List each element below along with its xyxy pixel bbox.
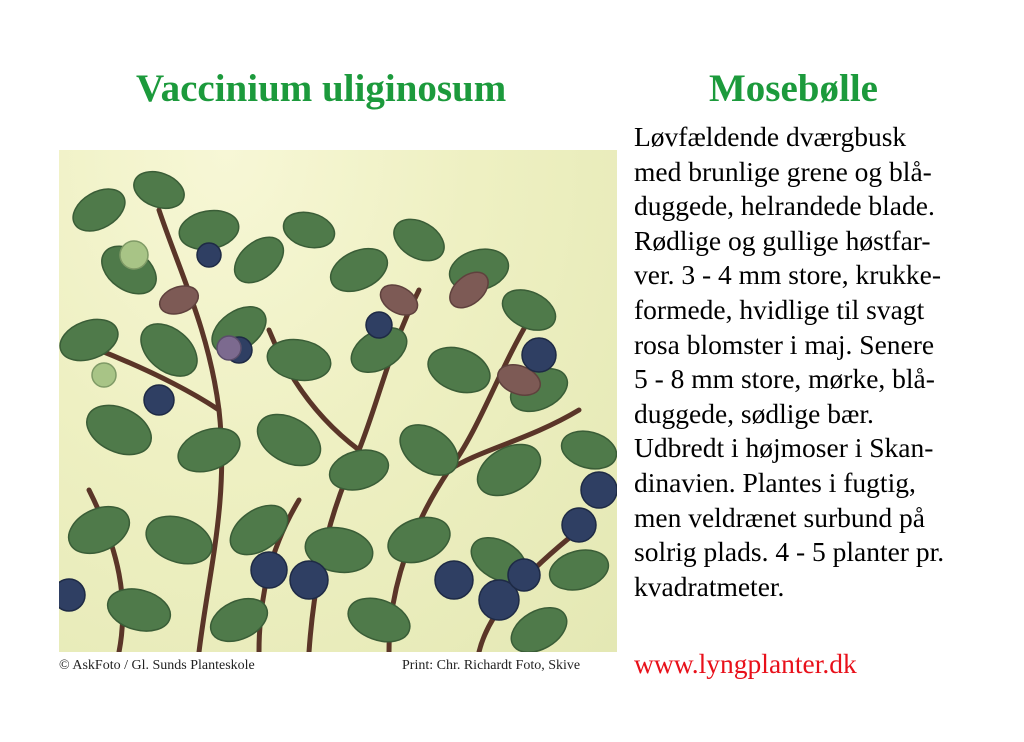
description-line: 5 - 8 mm store, mørke, blå- bbox=[634, 363, 935, 395]
description-line: Løvfældende dværgbusk bbox=[634, 121, 907, 152]
danish-name-title: Mosebølle bbox=[709, 67, 878, 110]
description-line: Udbredt i højmoser i Skan- bbox=[634, 432, 934, 464]
description-line: solrig plads. 4 - 5 planter pr. bbox=[634, 536, 945, 568]
photo-credit: © AskFoto / Gl. Sunds Planteskole bbox=[59, 658, 255, 673]
description-line: duggede, sødlige bær. bbox=[634, 397, 874, 429]
description-line: formede, hvidlige til svagt bbox=[634, 293, 925, 325]
description-line: men veldrænet surbund på bbox=[634, 501, 925, 533]
description-line: Rødlige og gullige høstfar- bbox=[634, 224, 931, 256]
plant-photo bbox=[59, 150, 617, 652]
website-link[interactable]: www.lyngplanter.dk bbox=[634, 648, 857, 679]
description-line: med brunlige grene og blå- bbox=[634, 155, 932, 187]
description-line: dinavien. Plantes i fugtig, bbox=[634, 466, 916, 498]
plant-description bbox=[634, 120, 1014, 604]
description-line: ver. 3 - 4 mm store, krukke- bbox=[634, 259, 942, 291]
latin-name-title: Vaccinium uliginosum bbox=[136, 67, 507, 110]
print-credit: Print: Chr. Richardt Foto, Skive bbox=[402, 658, 581, 673]
description-line: duggede, helrandede blade. bbox=[634, 190, 935, 222]
description-line: rosa blomster i maj. Senere bbox=[634, 328, 935, 360]
description-line: kvadratmeter. bbox=[634, 570, 785, 602]
